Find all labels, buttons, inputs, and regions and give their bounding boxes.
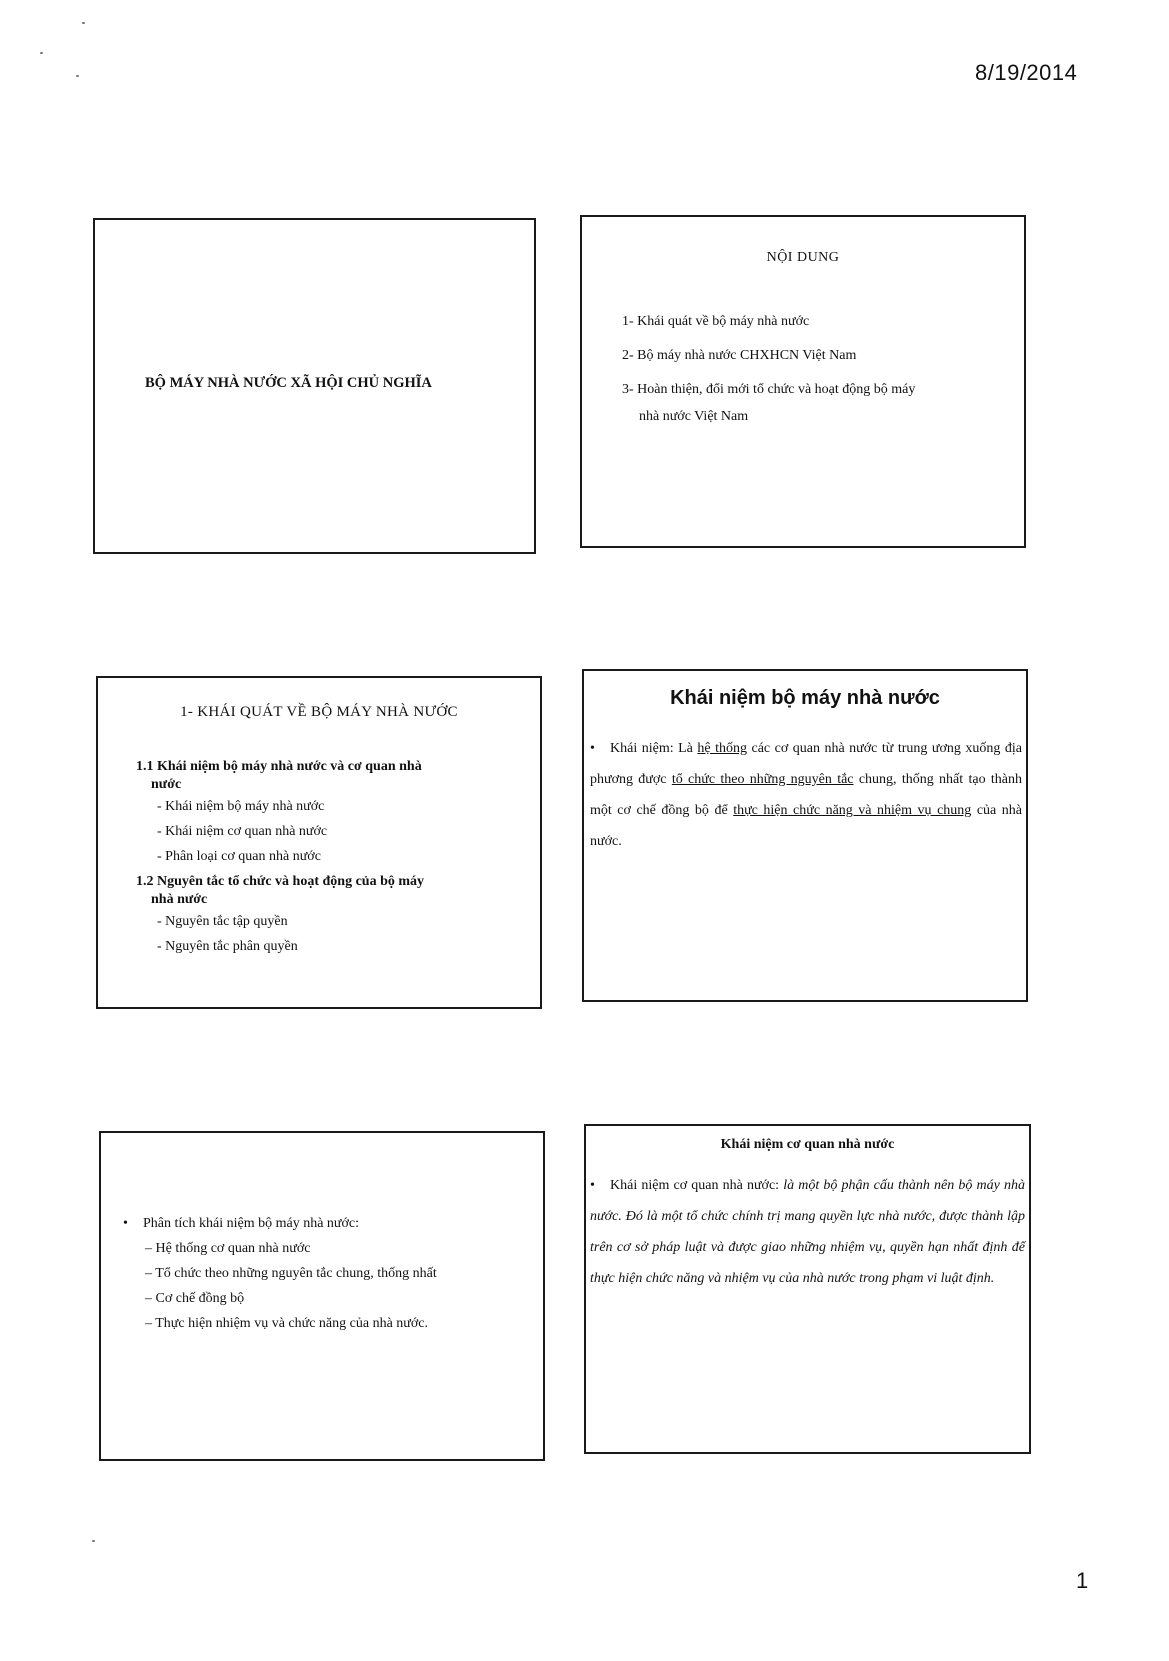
definition-italic: là một bộ phận cấu thành nên bộ máy nhà nước. Đó là một tổ chức chính trị mang quyền lực nhà nước, được thành lập trên cơ sở pháp luật và được giao những nhiệm vụ, quyền hạn nhất định để thực hiện chức năng và nhiệm vụ của nhà nước trong phạm vi luật định. [590,1178,1025,1286]
list-item: 2- Bộ máy nhà nước CHXHCN Việt Nam [622,348,857,363]
slide-5 [99,1131,545,1461]
outline-item: - Nguyên tắc tập quyền [157,914,288,929]
list-lead [123,1211,523,1236]
section-heading-2-line2: nhà nước [151,892,208,907]
list-item: 1- Khái quát về bộ máy nhà nước [622,314,810,329]
slide-1-title: BỘ MÁY NHÀ NƯỚC XÃ HỘI CHỦ NGHĨA [145,375,432,391]
slide-6 [584,1124,1031,1454]
bullet-icon: • [590,741,595,756]
section-heading-1 [136,754,520,794]
slide-4 [582,669,1028,1002]
slide-3-outline [136,754,520,959]
slide-4-definition [590,733,1022,857]
section-heading-2-line1: 1.2 Nguyên tắc tổ chức và hoạt động của bộ máy [136,874,425,889]
list-item: – Cơ chế đồng bộ [145,1291,245,1306]
list-item-continued: nhà nước Việt Nam [639,409,749,424]
slide-3-title: 1- KHÁI QUÁT VỀ BỘ MÁY NHÀ NƯỚC [180,704,458,720]
scan-speck [82,22,85,24]
slide-2-list [622,305,994,427]
header-date: 8/19/2014 [975,60,1078,85]
definition-text: chung, thống nhất tạo thành một cơ chế đồng bộ để [590,772,1022,818]
section-heading-1-line2: nước [151,777,182,792]
list-item: – Tổ chức theo những nguyên tắc chung, thống nhất [145,1266,437,1281]
slide-2 [580,215,1026,548]
list-item: 3- Hoàn thiện, đổi mới tổ chức và hoạt động bộ máy [622,382,916,397]
slide-6-title: Khái niệm cơ quan nhà nước [720,1137,895,1152]
outline-item: - Nguyên tắc phân quyền [157,939,298,954]
slide-5-list [123,1211,523,1336]
definition-underlined: tổ chức theo những nguyên tắc [671,772,854,787]
slide-6-definition [590,1170,1025,1294]
definition-text: các cơ quan nhà nước từ trung ương xuống địa phương được [590,741,1022,787]
scan-speck [92,1540,95,1542]
definition-underlined: hệ thống [697,741,747,756]
list-item: – Hệ thống cơ quan nhà nước [145,1241,311,1256]
list-item: – Thực hiện nhiệm vụ và chức năng của nhà nước. [145,1316,428,1331]
outline-item: - Khái niệm cơ quan nhà nước [157,824,328,839]
slide-2-title: NỘI DUNG [766,250,840,265]
definition-underlined: thực hiện chức năng và nhiệm vụ chung [733,803,972,818]
section-heading-2 [136,869,520,909]
slide-3 [96,676,542,1009]
definition-text: của nhà nước. [590,803,1022,849]
definition-lead: Khái niệm cơ quan nhà nước: [610,1178,784,1193]
bullet-icon: • [123,1216,128,1231]
definition-text: Khái niệm: Là [610,741,698,756]
list-lead-text: Phân tích khái niệm bộ máy nhà nước: [143,1216,360,1231]
scan-speck [40,52,43,54]
section-heading-1-line1: 1.1 Khái niệm bộ máy nhà nước và cơ quan nhà [136,759,422,774]
page-number: 1 [1076,1568,1089,1593]
outline-item: - Phân loại cơ quan nhà nước [157,849,321,864]
scan-speck [76,75,79,77]
slide-1 [93,218,536,554]
bullet-icon: • [590,1178,595,1193]
slide-4-title: Khái niệm bộ máy nhà nước [670,687,940,709]
outline-item: - Khái niệm bộ máy nhà nước [157,799,325,814]
